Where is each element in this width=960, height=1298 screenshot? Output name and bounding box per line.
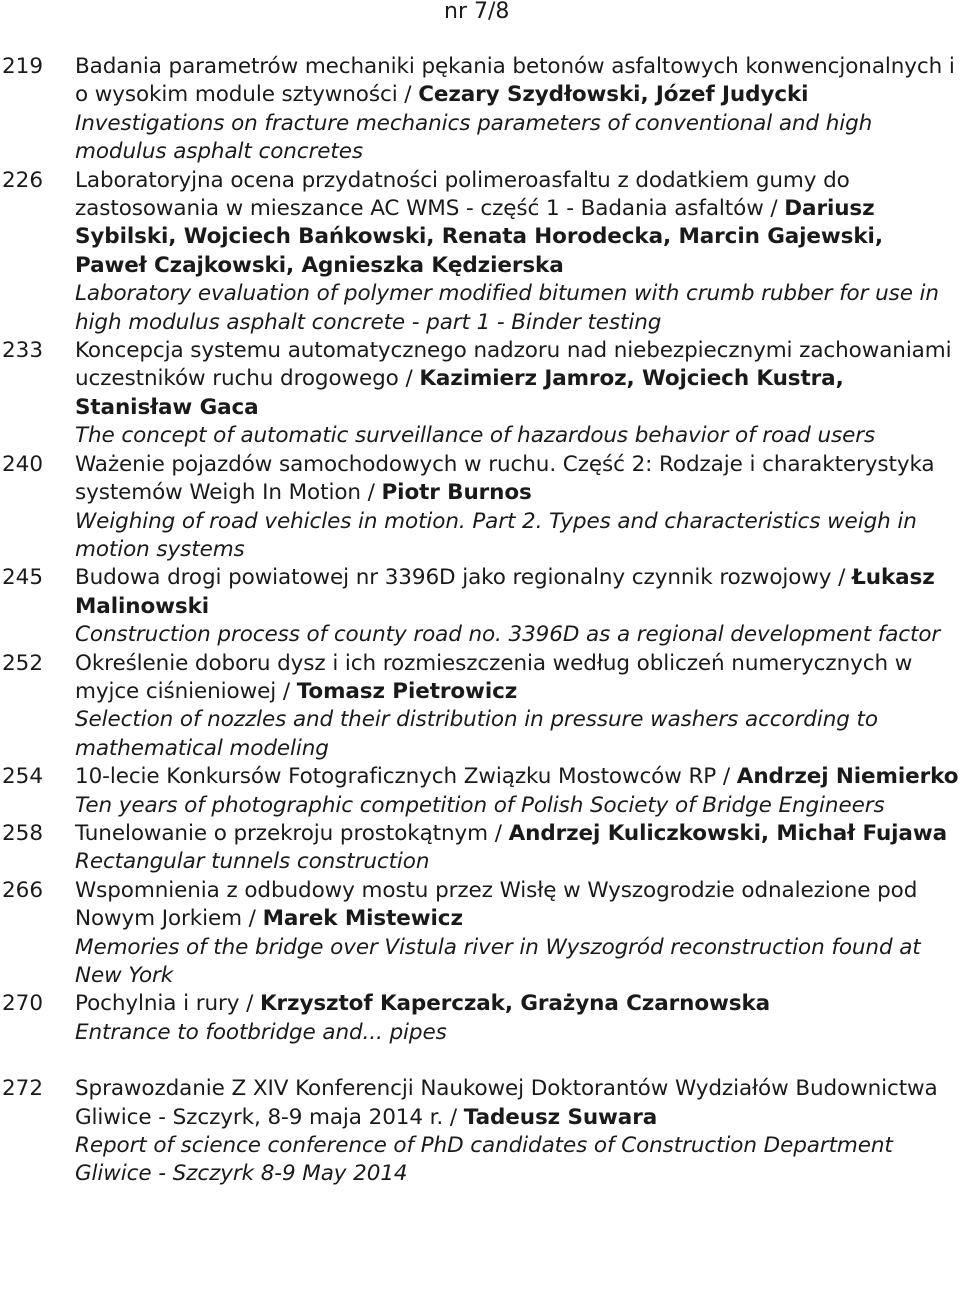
entry-title-en: Ten years of photographic competition of Polish Society of Bridge Engineers xyxy=(75,792,885,818)
entry-title-pl: 10-lecie Konkursów Fotograficznych Związku Mostowców RP / xyxy=(75,764,737,790)
entry-authors: Marek Mistewicz xyxy=(262,906,463,932)
entry-authors: Tomasz Pietrowicz xyxy=(296,678,518,704)
entry-title-pl: Określenie doboru dysz i ich rozmieszczenia według obliczeń numerycznych w myjce ciśnieniowej / xyxy=(75,650,913,704)
entry-page-number: 270 xyxy=(2,991,44,1017)
entry-body xyxy=(75,990,960,1047)
entry-authors: Andrzej Niemierko xyxy=(736,764,959,790)
entry-authors: Cezary Szydłowski, Józef Judycki xyxy=(418,82,809,108)
entry-page-number: 226 xyxy=(2,167,44,193)
entry-title-pl: Laboratoryjna ocena przydatności polimeroasfaltu z dodatkiem gumy do zastosowania w mieszance AC WMS - część 1 - Badania asfaltów / xyxy=(75,167,850,222)
entry-body xyxy=(75,877,960,991)
entry-title-en: Memories of the bridge over Vistula river in Wyszogród reconstruction found at New York xyxy=(75,934,921,988)
entry-body xyxy=(75,820,960,877)
entry-title-en: Laboratory evaluation of polymer modified bitumen with crumb rubber for use in high modulus asphalt concrete - part 1 - Binder testing xyxy=(75,281,939,335)
entry-page-number: 245 xyxy=(2,565,44,591)
entry-title-en: The concept of automatic surveillance of hazardous behavior of road users xyxy=(75,423,876,449)
toc-entry xyxy=(0,877,960,991)
entry-body xyxy=(75,564,960,649)
entry-page-number: 272 xyxy=(2,1076,44,1102)
toc-entry xyxy=(0,990,960,1047)
entry-title-pl: Budowa drogi powiatowej nr 3396D jako regionalny czynnik rozwojowy / xyxy=(75,565,853,591)
entry-title-en: Report of science conference of PhD candidates of Construction Department Gliwice - Szczyrk 8-9 May 2014 xyxy=(75,1133,893,1187)
entry-body xyxy=(75,53,960,167)
entry-authors: Andrzej Kuliczkowski, Michał Fujawa xyxy=(508,820,948,846)
entry-title-pl: Badania parametrów mechaniki pękania betonów asfaltowych konwencjonalnych i o wysokim module sztywności / xyxy=(75,54,955,108)
entry-page-number: 254 xyxy=(2,764,44,790)
entry-title-en: Weighing of road vehicles in motion. Part 2. Types and characteristics weigh in motion systems xyxy=(75,508,917,562)
entry-title-en: Investigations on fracture mechanics parameters of conventional and high modulus asphalt concretes xyxy=(75,110,873,165)
entry-title-pl: Pochylnia i rury / xyxy=(75,991,260,1017)
toc-entry xyxy=(0,167,960,337)
entry-page-number: 266 xyxy=(2,877,44,903)
toc-entry xyxy=(0,820,960,877)
toc-entry xyxy=(0,337,960,451)
table-of-contents xyxy=(0,53,960,1189)
toc-entry xyxy=(0,1075,960,1189)
entry-authors: Łukasz Malinowski xyxy=(75,565,935,619)
entry-authors: Piotr Burnos xyxy=(381,480,532,506)
toc-entry xyxy=(0,53,960,167)
toc-entry xyxy=(0,763,960,820)
entry-body xyxy=(75,650,960,764)
toc-entry xyxy=(0,451,960,565)
entry-title-pl: Tunelowanie o przekroju prostokątnym / xyxy=(75,820,509,846)
entry-title-en: Construction process of county road no. 3396D as a regional development factor xyxy=(75,622,941,648)
entry-page-number: 252 xyxy=(2,650,44,676)
entry-body xyxy=(75,167,960,337)
entry-page-number: 240 xyxy=(2,451,44,477)
entry-body xyxy=(75,763,960,820)
entry-body xyxy=(75,337,960,451)
entry-body xyxy=(75,1075,960,1189)
entry-title-pl: Sprawozdanie Z XIV Konferencji Naukowej Doktorantów Wydziałów Budownictwa Gliwice - Szczyrk, 8-9 maja 2014 r. / xyxy=(75,1076,938,1130)
entry-page-number: 233 xyxy=(2,338,44,364)
toc-entry xyxy=(0,650,960,764)
entry-page-number: 258 xyxy=(2,820,44,846)
entry-title-pl: Koncepcja systemu automatycznego nadzoru nad niebezpiecznymi zachowaniami uczestników ruchu drogowego / xyxy=(75,338,952,392)
entry-page-number: 219 xyxy=(2,54,44,79)
toc-entry xyxy=(0,564,960,649)
entry-authors: Kazimierz Jamroz, Wojciech Kustra, Stanisław Gaca xyxy=(75,366,844,420)
entry-body xyxy=(75,451,960,565)
entry-authors: Krzysztof Kaperczak, Grażyna Czarnowska xyxy=(259,991,771,1017)
page-number: nr 7/8 xyxy=(444,0,510,24)
entry-authors: Tadeusz Suwara xyxy=(463,1104,658,1130)
entry-title-en: Entrance to footbridge and... pipes xyxy=(75,1019,447,1045)
entry-authors: Dariusz Sybilski, Wojciech Bańkowski, Renata Horodecka, Marcin Gajewski, Paweł Czajkowski, Agnieszka Kędzierska xyxy=(75,196,883,278)
entry-title-en: Selection of nozzles and their distribution in pressure washers according to mathematical modeling xyxy=(75,707,878,761)
entry-title-pl: Ważenie pojazdów samochodowych w ruchu. Część 2: Rodzaje i charakterystyka systemów Weigh In Motion / xyxy=(75,451,935,506)
entry-title-en: Rectangular tunnels construction xyxy=(75,849,430,875)
entry-title-pl: Wspomnienia z odbudowy mostu przez Wisłę w Wyszogrodzie odnalezione pod Nowym Jorkiem / xyxy=(75,877,918,932)
